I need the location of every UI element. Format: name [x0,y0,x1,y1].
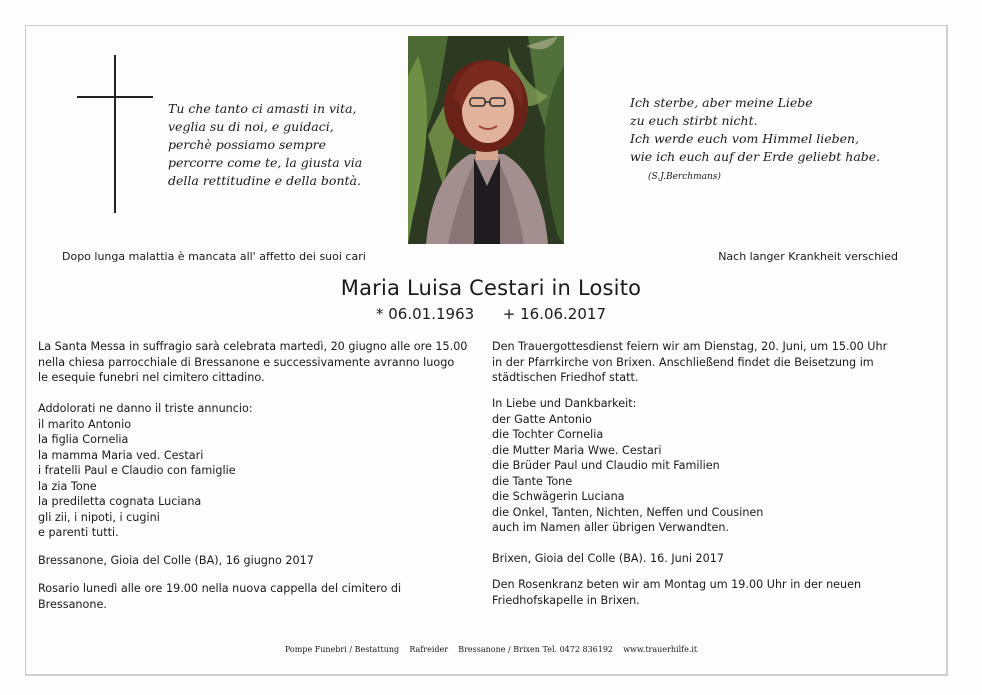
poem-author: (S.J.Berchmans) [648,172,721,182]
text-line: La Santa Messa in suffragio sarà celebrata martedì, 20 giugno alle ore 15.00 [38,340,468,353]
mourner-line: die Schwägerin Luciana [492,490,625,503]
text-line: le esequie funebri nel cimitero cittadino. [38,371,265,384]
cross-icon [114,55,116,213]
poem-line: percorre come te, la giusta via [168,155,363,170]
text-line: nella chiesa parrocchiale di Bressanone e successivamente avranno luogo [38,355,455,369]
poem-line: della rettitudine e della bontà. [168,173,361,188]
text-line: Rosario lunedì alle ore 19.00 nella nuova cappella del cimitero di [38,582,402,595]
german-mourners [492,396,763,536]
mourner-line: la prediletta cognata Luciana [38,495,202,508]
mourner-line: e parenti tutti. [38,526,119,539]
mourners-intro: Addolorati ne danno il triste annuncio: [38,402,253,415]
poem-line: Tu che tanto ci amasti in vita, [168,101,357,116]
poem-line: zu euch stirbt nicht. [630,113,758,128]
mourner-line: la mamma Maria ved. Cestari [38,448,204,462]
poem-italian [168,100,362,190]
text-line: Den Rosenkranz beten wir am Montag um 19.00 Uhr in der neuen [492,578,862,591]
intro-italian: Dopo lunga malattia è mancata all' affetto dei suoi cari [62,250,366,263]
mourner-line: la figlia Cornelia [38,433,129,446]
german-rosary [492,577,861,608]
mourner-line: i fratelli Paul e Claudio con famiglie [38,464,236,477]
mourner-line: die Brüder Paul und Claudio mit Familien [492,459,720,472]
poem-line: Ich werde euch vom Himmel lieben, [630,131,860,146]
mourner-line: gli zii, i nipoti, i cugini [38,510,160,524]
mourner-line: auch im Namen aller übrigen Verwandten. [492,521,729,534]
italian-mass-text [38,339,467,386]
poem-line: veglia su di noi, e guidaci, [168,119,334,134]
italian-rosary [38,581,401,612]
text-line: städtischen Friedhof statt. [492,371,639,384]
mourner-line: la zia Tone [38,479,97,493]
german-place-date: Brixen, Gioia del Colle (BA). 16. Juni 2017 [492,552,724,565]
mourner-line: il marito Antonio [38,417,132,431]
text-line: Friedhofskapelle in Brixen. [492,593,640,607]
cross-icon-bar [77,96,153,98]
poem-line: wie ich euch auf der Erde geliebt habe. [630,149,881,164]
mourner-line: die Tante Tone [492,474,573,488]
text-line: Bressanone. [38,597,107,611]
mourner-line: der Gatte Antonio [492,412,592,426]
text-line: in der Pfarrkirche von Brixen. Anschließend findet die Beisetzung im [492,355,874,369]
mourners-intro: In Liebe und Dankbarkeit: [492,397,637,410]
mourner-line: die Onkel, Tanten, Nichten, Neffen und Cousinen [492,505,764,519]
portrait-photo [408,36,564,244]
german-mass-text [492,339,887,386]
italian-mourners [38,401,253,541]
death-date: + 16.06.2017 [502,305,606,323]
mourner-line: die Tochter Cornelia [492,428,604,441]
footer-undertaker: Pompe Funebri / Bestattung Rafreider Bressanone / Brixen Tel. 0472 836192 www.trauerhilfe.it [284,645,698,654]
deceased-name: Maria Luisa Cestari in Losito [340,276,642,300]
poem-line: perchè possiamo sempre [168,137,326,152]
poem-line: Ich sterbe, aber meine Liebe [630,95,813,110]
text-line: Den Trauergottesdienst feiern wir am Dienstag, 20. Juni, um 15.00 Uhr [492,340,888,353]
intro-german: Nach langer Krankheit verschied [718,250,898,263]
poem-german [630,94,880,166]
life-dates [0,305,982,323]
birth-date: * 06.01.1963 [376,305,475,323]
mourner-line: die Mutter Maria Wwe. Cestari [492,443,662,457]
italian-place-date: Bressanone, Gioia del Colle (BA), 16 giugno 2017 [38,554,314,567]
